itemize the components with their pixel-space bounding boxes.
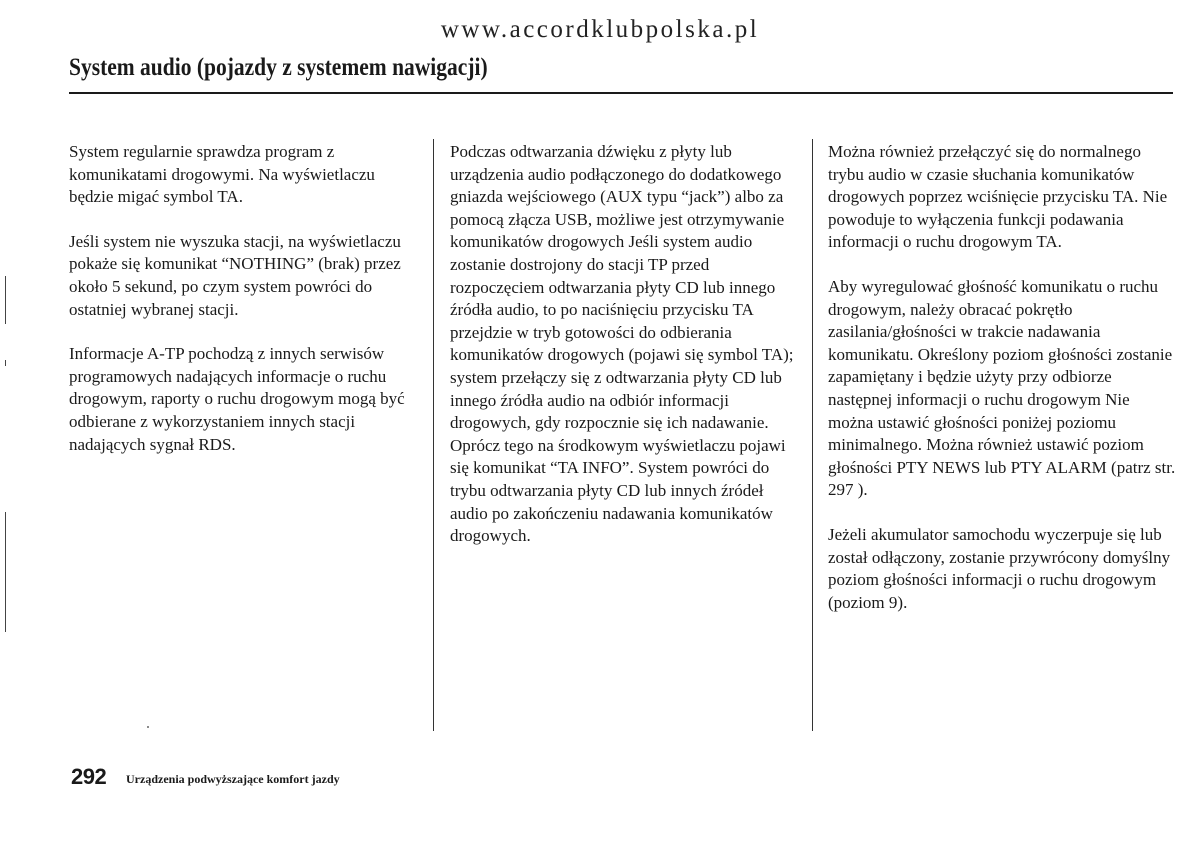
column-divider (433, 139, 434, 731)
header-rule (69, 92, 1173, 94)
text-column-1 (69, 141, 414, 478)
paragraph: Informacje A-TP pochodzą z innych serwisów programowych nadających informacje o ruchu drogowym, raporty o ruchu drogowym mogą być odbierane z wykorzystaniem innych stacji nadających sygnał RDS. (69, 344, 405, 454)
scan-edge-mark (5, 360, 6, 366)
paragraph: Podczas odtwarzania dźwięku z płyty lub urządzenia audio podłączonego do dodatkowego gniazda wejściowego (AUX typu “jack”) albo za pomocą złącza USB, możliwe jest otrzymywanie komunikatów drogowych Jeśli system audio zostanie dostrojony do stacji TP przed rozpoczęciem odtwarzania płyty CD lub innego źródła audio, to po naciśnięciu przycisku TA przejdzie w tryb gotowości do odbierania komunikatów drogowych (pojawi się symbol TA); system przełączy się z odtwarzania płyty CD lub innego źródła audio na odbiór informacji drogowych, gdy rozpocznie się ich nadawanie. Oprócz tego na środkowym wyświetlaczu pojawi się komunikat “TA INFO”. System powróci do trybu odtwarzania płyty CD lub innych źródeł audio po zakończeniu nadawania komunikatów drogowych. (450, 142, 794, 546)
column-divider (812, 139, 813, 731)
paragraph: Aby wyregulować głośność komunikatu o ruchu drogowym, należy obracać pokrętło zasilania/głośności w trakcie nadawania komunikatu. Określony poziom głośności zostanie zapamiętany i będzie użyty przy odbiorze następnej informacji o ruchu drogowym Nie można ustawić głośności poniżej poziomu minimalnego. Można również ustawić poziom głośności PTY NEWS lub PTY ALARM (patrz str. 297 ). (828, 276, 1176, 500)
paragraph: Jeżeli akumulator samochodu wyczerpuje się lub został odłączony, zostanie przywrócony domyślny poziom głośności informacji o ruchu drogowym (poziom 9). (828, 524, 1171, 612)
scan-dot (147, 726, 149, 728)
scan-edge-mark (5, 276, 6, 324)
scan-edge-mark (5, 512, 6, 632)
paragraph: Jeśli system nie wyszuka stacji, na wyświetlaczu pokaże się komunikat “NOTHING” (brak) przez około 5 sekund, po czym system powróci do ostatniej wybranej stacji. (69, 231, 401, 319)
site-url: www.accordklubpolska.pl (440, 16, 760, 43)
text-column-3 (828, 141, 1176, 636)
page-title: System audio (pojazdy z systemem nawigacji) (69, 54, 488, 81)
paragraph: System regularnie sprawdza program z komunikatami drogowymi. Na wyświetlaczu będzie migać symbol TA. (69, 142, 375, 207)
text-column-2 (450, 141, 795, 570)
footer-section-title: Urządzenia podwyższające komfort jazdy (126, 772, 340, 786)
paragraph: Można również przełączyć się do normalnego trybu audio w czasie słuchania komunikatów drogowych poprzez wciśnięcie przycisku TA. Nie powoduje to wyłączenia funkcji podawania informacji o ruchu drogowym TA. (828, 142, 1168, 252)
page-number: 292 (71, 764, 107, 789)
